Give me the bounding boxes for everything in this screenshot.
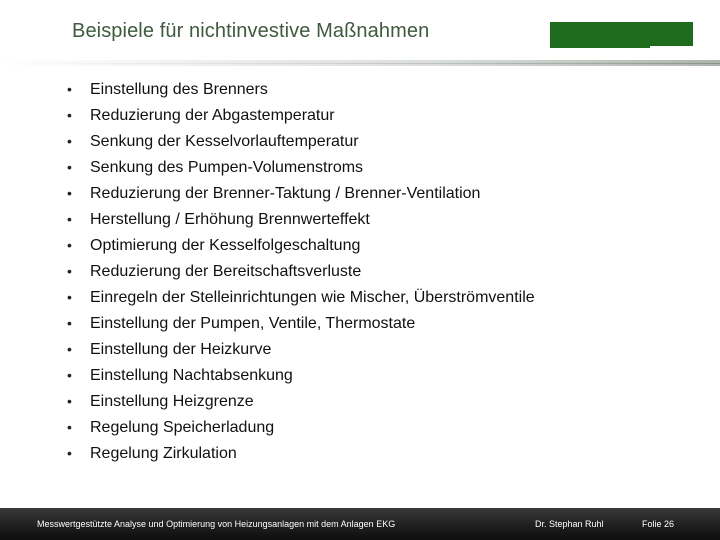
bullet-icon: •: [67, 445, 72, 461]
bullet-icon: •: [67, 419, 72, 435]
list-item: [62, 258, 535, 284]
list-item-label: Reduzierung der Abgastemperatur: [90, 107, 335, 124]
logo-bar: [550, 22, 693, 48]
footer-bar: [0, 508, 720, 540]
list-item: [62, 180, 535, 206]
bullet-icon: •: [67, 211, 72, 227]
list-item-label: Optimierung der Kesselfolgeschaltung: [90, 237, 361, 254]
slide-title: Beispiele für nichtinvestive Maßnahmen: [72, 20, 430, 42]
footer-title: Messwertgestützte Analyse und Optimierung von Heizungsanlagen mit dem Anlagen EKG: [37, 519, 396, 529]
bullet-icon: •: [67, 393, 72, 409]
list-item-label: Herstellung / Erhöhung Brennwerteffekt: [90, 211, 370, 228]
bullet-icon: •: [67, 263, 72, 279]
list-item-label: Senkung des Pumpen-Volumenstroms: [90, 159, 364, 176]
footer-page-number: Folie 26: [642, 519, 675, 529]
list-item: [62, 284, 535, 310]
list-item: [62, 102, 535, 128]
list-item: [62, 76, 535, 102]
logo-notch: [650, 46, 693, 50]
bullet-icon: •: [67, 81, 72, 97]
bullet-icon: •: [67, 289, 72, 305]
list-item: [62, 128, 535, 154]
list-item-label: Reduzierung der Bereitschaftsverluste: [90, 263, 362, 280]
list-item: [62, 388, 535, 414]
list-item-label: Einstellung Nachtabsenkung: [90, 367, 293, 384]
bullet-icon: •: [67, 237, 72, 253]
list-item: [62, 414, 535, 440]
bullet-icon: •: [67, 367, 72, 383]
list-item-label: Einstellung Heizgrenze: [90, 393, 254, 410]
list-item: [62, 206, 535, 232]
list-item: [62, 336, 535, 362]
bullet-icon: •: [67, 185, 72, 201]
list-item-label: Einregeln der Stelleinrichtungen wie Mischer, Überströmventile: [90, 289, 535, 306]
list-item: [62, 362, 535, 388]
list-item-label: Einstellung der Pumpen, Ventile, Thermostate: [90, 315, 416, 332]
bullet-icon: •: [67, 107, 72, 123]
title-divider: [0, 63, 720, 64]
list-item-label: Senkung der Kesselvorlauftemperatur: [90, 133, 359, 150]
bullet-icon: •: [67, 159, 72, 175]
list-item-label: Regelung Zirkulation: [90, 445, 237, 462]
list-item: [62, 154, 535, 180]
bullet-icon: •: [67, 315, 72, 331]
list-item-label: Reduzierung der Brenner-Taktung / Brenner-Ventilation: [90, 185, 481, 202]
bullet-icon: •: [67, 133, 72, 149]
footer-author: Dr. Stephan Ruhl: [535, 519, 604, 529]
list-item-label: Einstellung der Heizkurve: [90, 341, 272, 358]
bullet-icon: •: [67, 341, 72, 357]
bullet-list: [62, 76, 535, 466]
list-item: [62, 310, 535, 336]
list-item-label: Regelung Speicherladung: [90, 419, 275, 436]
list-item-label: Einstellung des Brenners: [90, 81, 268, 98]
list-item: [62, 232, 535, 258]
list-item: [62, 440, 535, 466]
